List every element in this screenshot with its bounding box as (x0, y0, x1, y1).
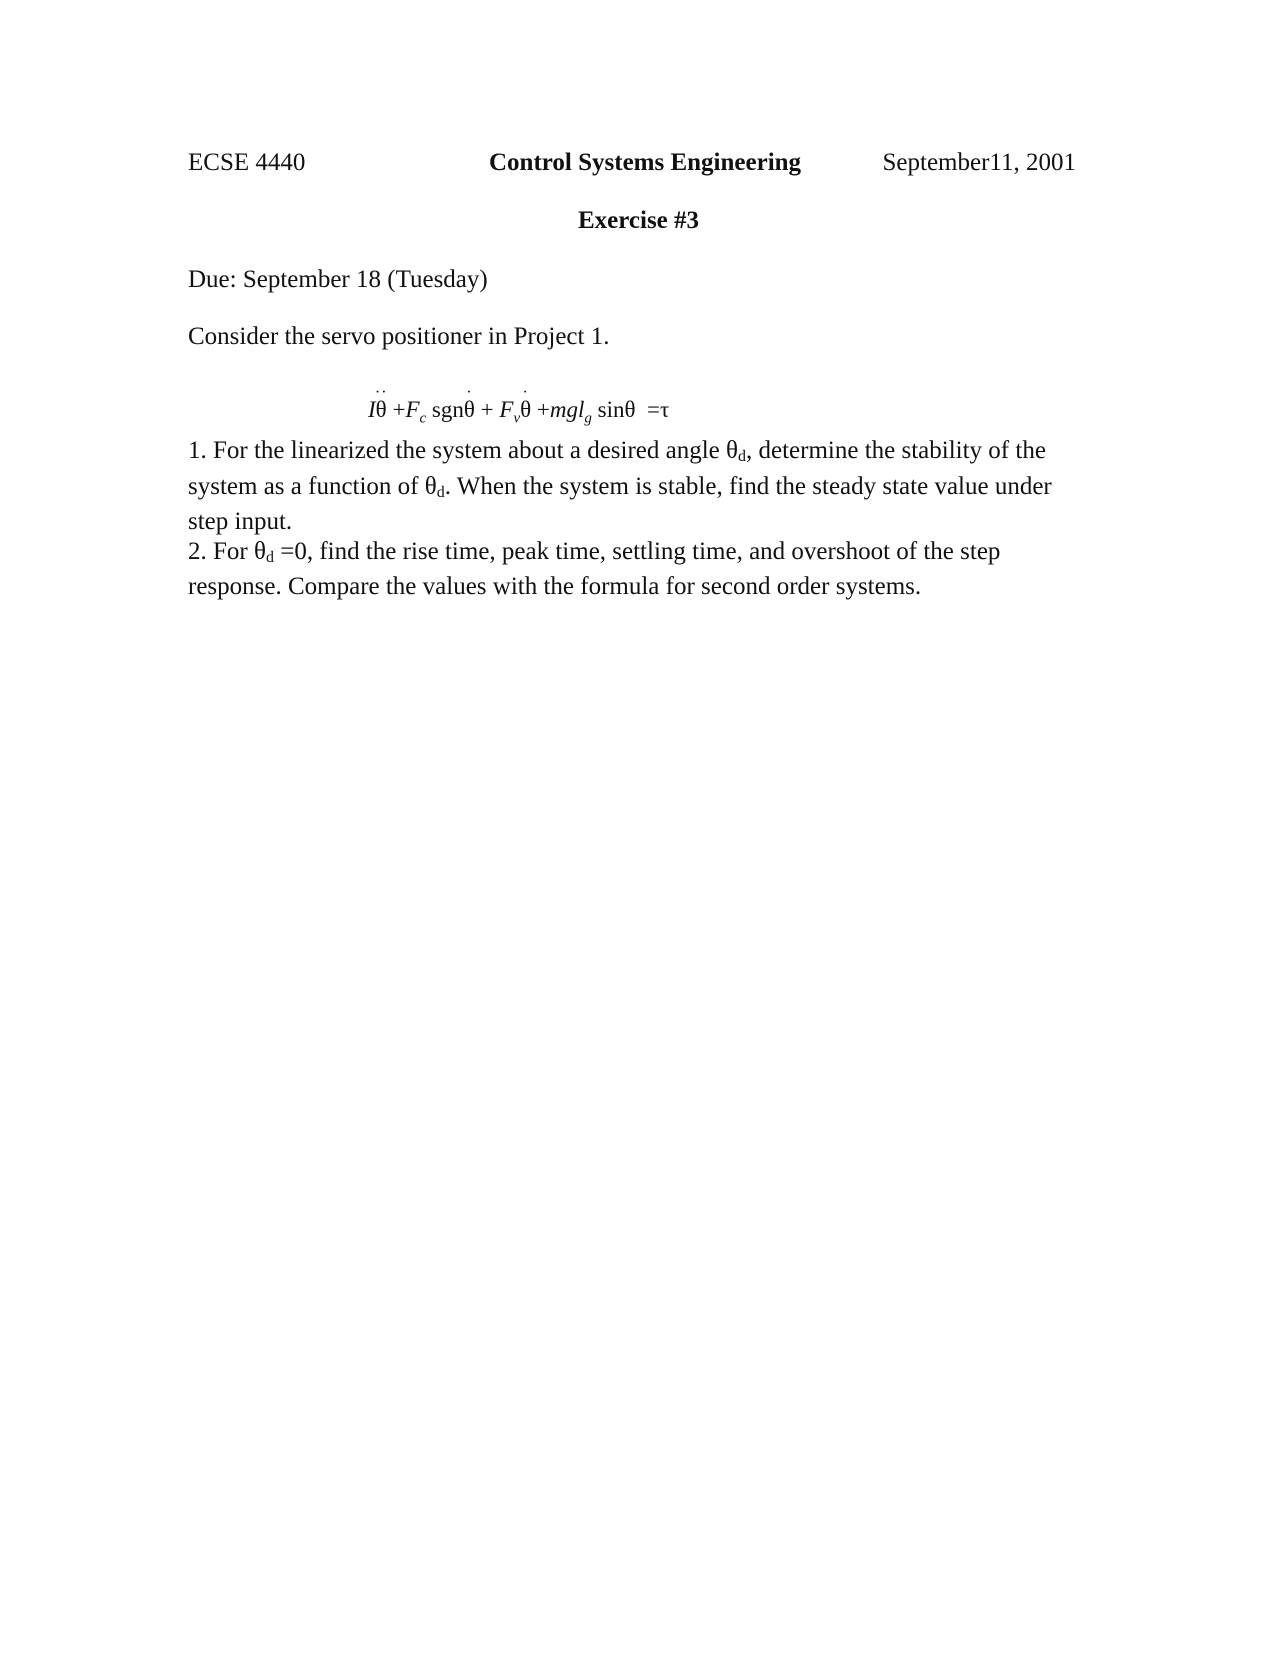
course-title: Control Systems Engineering (489, 149, 802, 176)
equation-dot: · (522, 384, 529, 401)
subscript-d: d (436, 483, 445, 501)
document-date: September11, 2001 (882, 149, 1076, 176)
equation-dot: · (466, 384, 473, 401)
intro-text: Consider the servo positioner in Project 1. (188, 323, 610, 350)
question-1-text-c: . When the system is stable, find the steady state value under step input. (188, 472, 1052, 536)
equation-sub-g: g (584, 410, 592, 427)
course-code: ECSE 4440 (188, 149, 306, 176)
equation-term-mgl: mgl (549, 397, 585, 422)
equation-double-dot: ·· (374, 384, 388, 401)
equation-sub-c: c (419, 410, 427, 427)
exercise-title: Exercise #3 (578, 207, 700, 234)
equation-theta: θ (463, 397, 475, 422)
equation-plus: + (392, 397, 406, 422)
equation-plus: + (480, 397, 494, 422)
question-2-text-b: =0, find the rise time, peak time, settling time, and overshoot of the step response. Compare the values with the formula for second order systems. (188, 537, 1001, 601)
equation-sgn: sgn (431, 397, 464, 422)
equation-theta-dot (463, 384, 475, 424)
question-1-text-b: , determine the stability of the system as a function of θ (188, 437, 1046, 500)
equation-plus: + (536, 397, 550, 422)
equation-sin: sin (597, 397, 625, 422)
equation-theta: θ (520, 397, 532, 422)
equation (368, 384, 670, 433)
equation-term-f: F (405, 397, 420, 422)
equation-theta: θ (624, 397, 636, 422)
equation-equals: = (647, 397, 660, 422)
equation-theta: θ (375, 397, 387, 422)
question-2 (188, 537, 1088, 602)
equation-term-f: F (499, 397, 514, 422)
equation-theta-ddot (374, 384, 388, 424)
due-date: Due: September 18 (Tuesday) (188, 266, 488, 293)
question-1-text-a: 1. For the linearized the system about a desired angle θ (188, 437, 738, 464)
question-1 (188, 436, 1088, 537)
subscript-d: d (738, 448, 746, 465)
question-2-text-a: 2. For θ (188, 537, 266, 565)
equation-tau: τ (660, 397, 670, 422)
equation-term-i: I (368, 397, 376, 422)
questions (188, 436, 1088, 602)
equation-theta-dot (520, 384, 532, 424)
subscript-d: d (265, 548, 274, 566)
equation-sub-v: v (513, 410, 521, 427)
